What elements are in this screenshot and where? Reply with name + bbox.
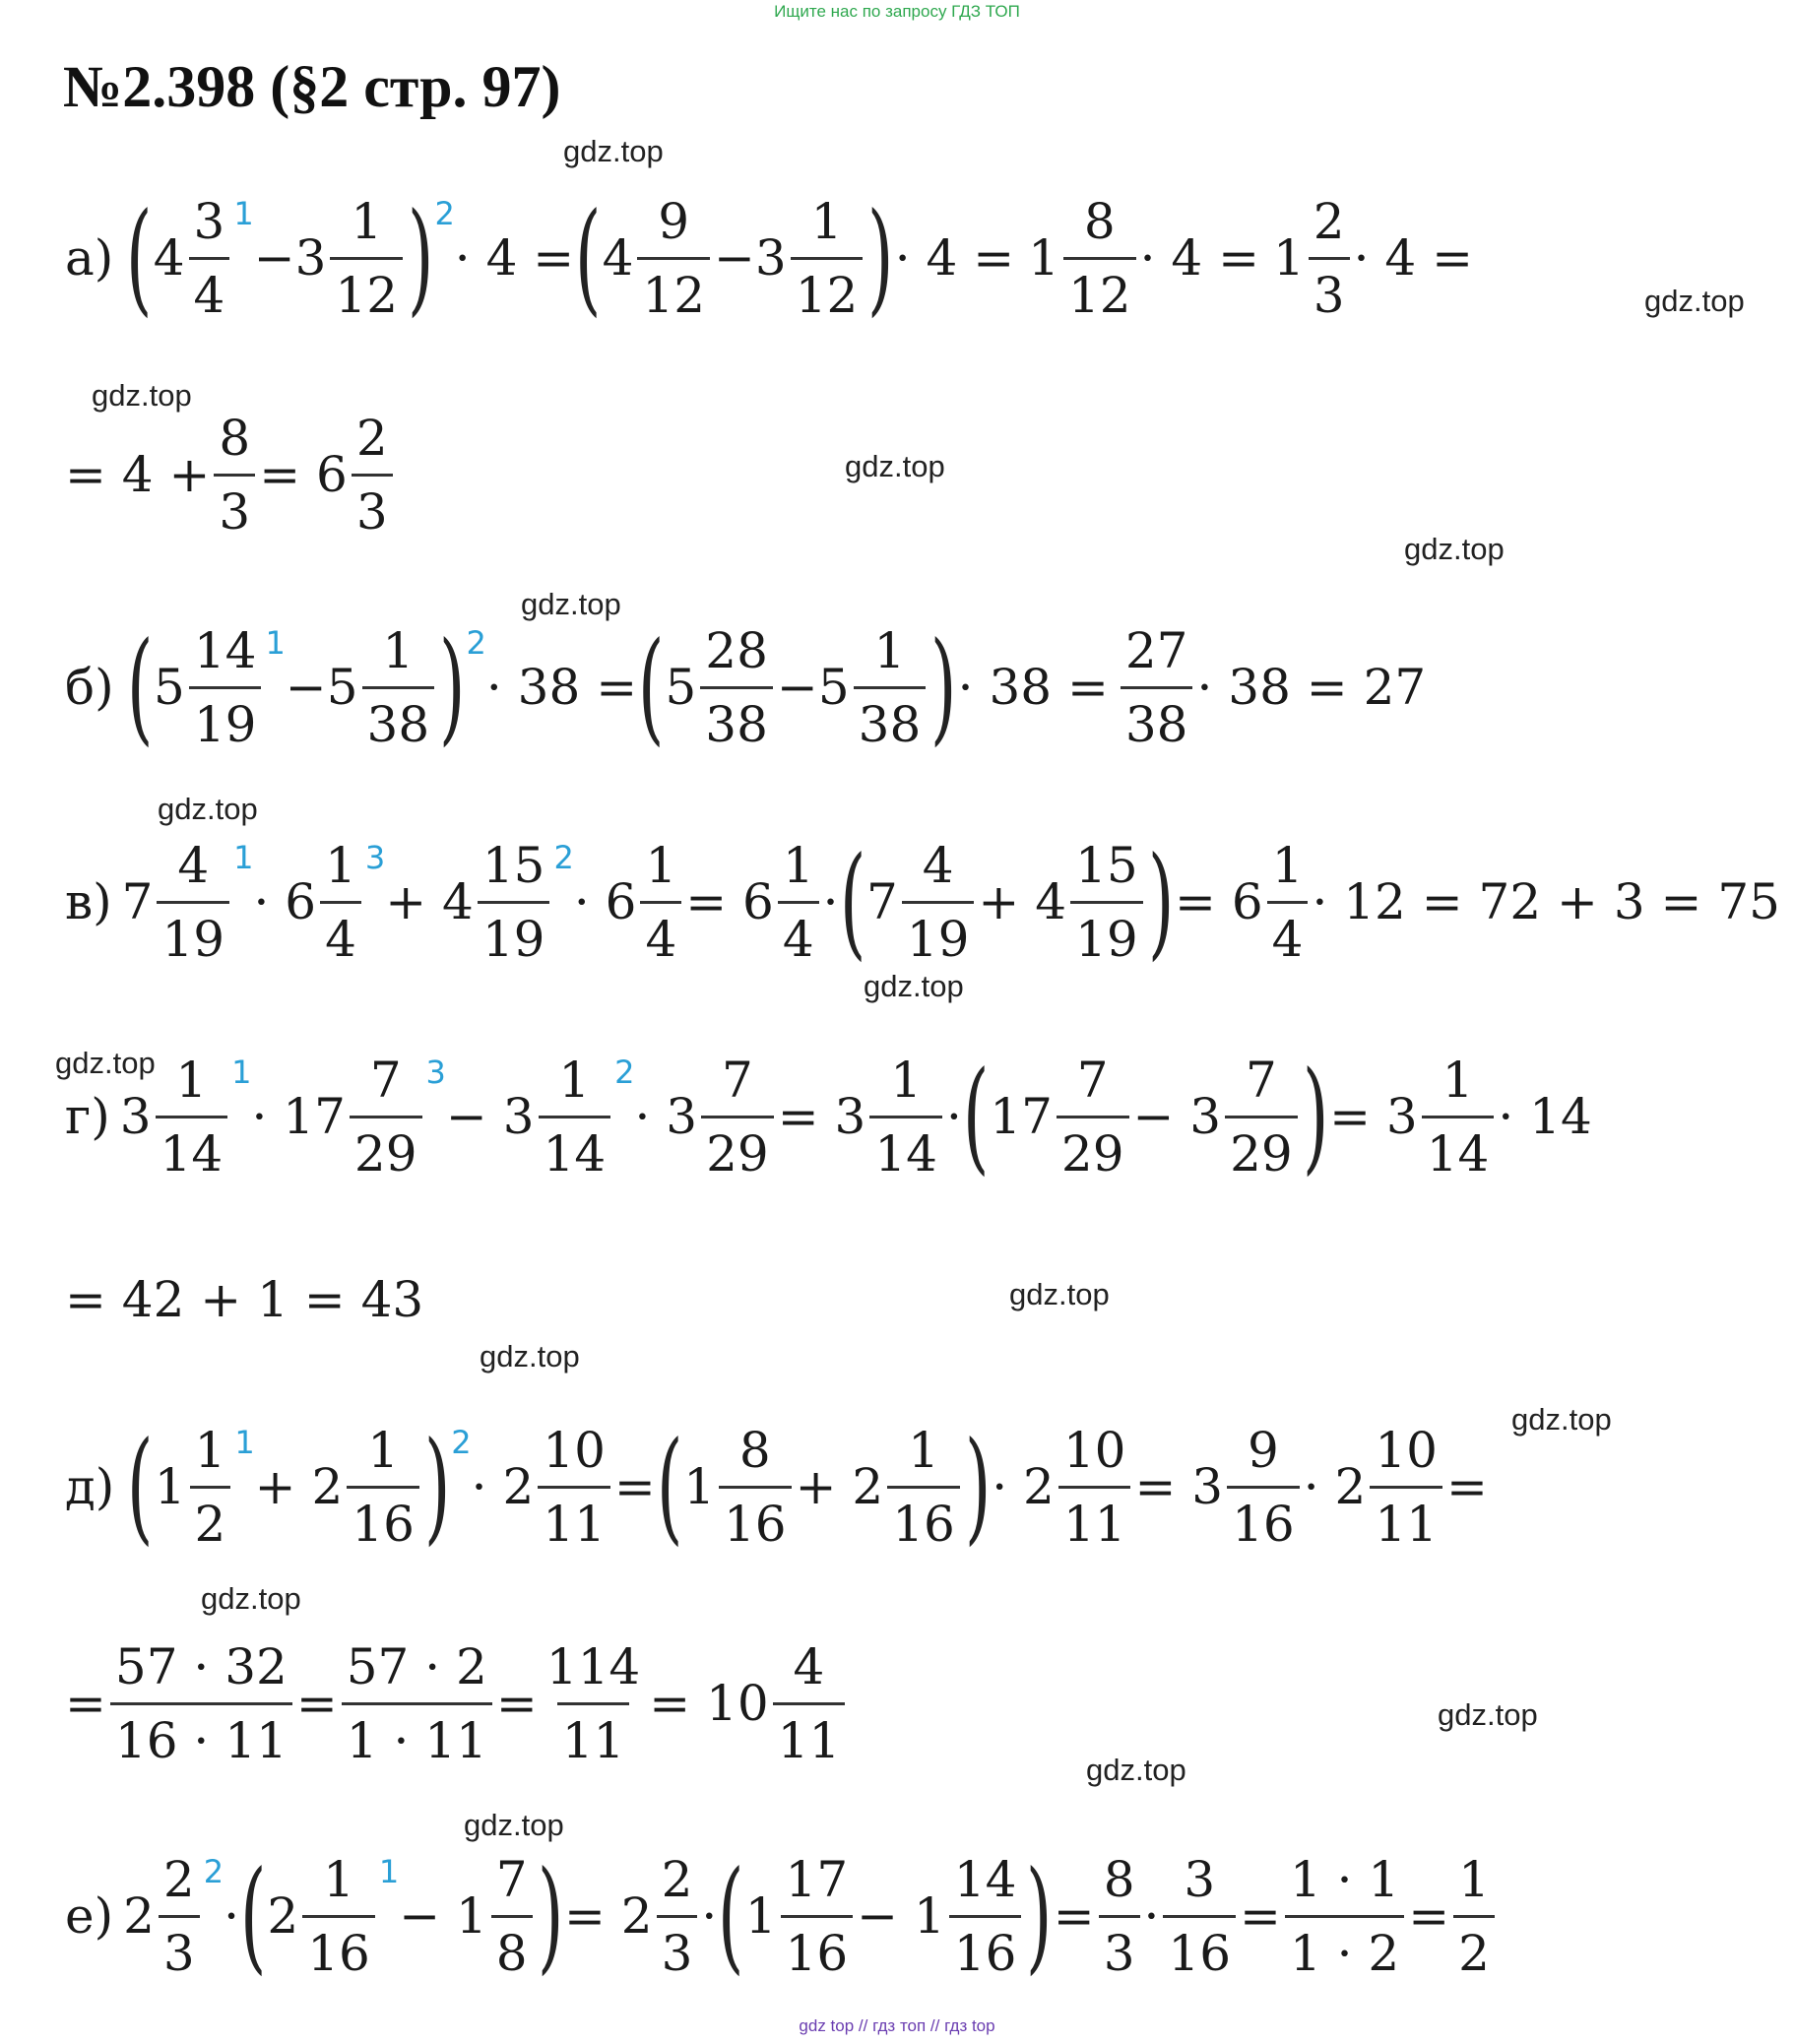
numerator: 15 (481, 836, 545, 894)
denominator: 4 (189, 257, 230, 331)
paren-open: ( (239, 1845, 267, 1987)
whole: · 6 (253, 873, 317, 930)
numerator: 3 (1184, 1850, 1216, 1908)
numerator: 15 (1075, 836, 1138, 894)
denominator: 3 (159, 1915, 200, 1989)
solution-label: г) (65, 1088, 110, 1145)
numerator: 7 (1076, 1051, 1109, 1109)
fraction (887, 1415, 960, 1560)
numerator: 17 (785, 1850, 849, 1908)
numerator: 1 (810, 192, 843, 250)
whole: 2 (267, 1887, 299, 1945)
paren-open: ( (656, 1416, 683, 1558)
fraction (538, 1415, 610, 1560)
whole: = 6 (1175, 873, 1263, 930)
paren-close: ) (1302, 1046, 1329, 1187)
operator: = (495, 1675, 538, 1732)
step-marker: 3 (425, 1054, 446, 1091)
fraction (1099, 1844, 1140, 1989)
whole: 1 (683, 1458, 715, 1515)
denominator: 3 (1309, 257, 1350, 331)
solution-label: в) (65, 873, 112, 930)
fraction (362, 615, 435, 760)
operator: = (1053, 1887, 1095, 1945)
fraction (1057, 1045, 1129, 1189)
step-marker: 2 (434, 195, 455, 232)
fraction (157, 830, 229, 975)
expression: = (1445, 1458, 1488, 1515)
fraction (491, 1844, 533, 1989)
fraction (542, 1631, 645, 1776)
operator: · (224, 1887, 239, 1945)
paren-open: ( (126, 187, 153, 329)
denominator: 3 (352, 474, 393, 547)
paren-open: ( (839, 831, 866, 973)
paren-close: ) (1147, 831, 1175, 973)
fraction (330, 186, 403, 331)
whole: · 2 (992, 1458, 1055, 1515)
denominator: 19 (157, 901, 229, 975)
expression: = 42 + 1 = 43 (65, 1271, 424, 1328)
operator: · 4 = (894, 229, 1015, 287)
numerator: 14 (193, 621, 257, 679)
operator: · 4 = (1139, 229, 1259, 287)
denominator: 8 (491, 1915, 533, 1989)
whole: 7 (121, 873, 154, 930)
solution-label: е) (65, 1887, 114, 1945)
solution-g-line-1 (65, 1048, 1592, 1185)
denominator: 38 (700, 686, 773, 760)
operator: · (945, 1088, 962, 1145)
denominator: 16 (1163, 1915, 1236, 1989)
fraction (719, 1415, 792, 1560)
numerator: 1 (873, 621, 906, 679)
watermark: gdz.top (521, 587, 621, 621)
denominator: 19 (902, 901, 975, 975)
fraction (701, 1045, 774, 1189)
whole: = 10 (649, 1675, 769, 1732)
solution-label: д) (65, 1458, 115, 1515)
whole: = 3 (777, 1088, 866, 1145)
paren-open: ( (126, 616, 154, 758)
fraction (302, 1844, 375, 1989)
watermark: gdz.top (92, 378, 192, 413)
watermark: gdz.top (845, 449, 945, 483)
whole: · 2 (1303, 1458, 1367, 1515)
whole: − 3 (445, 1088, 535, 1145)
numerator: 1 (908, 1421, 939, 1479)
denominator: 19 (189, 686, 262, 760)
paren-close: ) (537, 1845, 564, 1987)
solution-d-line-1 (65, 1418, 1488, 1556)
denominator: 16 (1227, 1486, 1300, 1560)
fraction (791, 186, 864, 331)
whole: 5 (817, 659, 850, 716)
whole: · 2 (471, 1458, 535, 1515)
solution-d-line-2 (65, 1634, 849, 1772)
fraction (640, 830, 681, 975)
fraction (1370, 1415, 1442, 1560)
numerator: 114 (545, 1637, 641, 1695)
operator: = (1408, 1887, 1450, 1945)
fraction (1225, 1045, 1298, 1189)
watermark: gdz.top (563, 134, 664, 168)
numerator: 9 (1248, 1421, 1279, 1479)
watermark: gdz.top (201, 1581, 301, 1616)
denominator: 2 (190, 1486, 231, 1560)
operator: · 4 = (1353, 229, 1473, 287)
paren-open: ( (637, 616, 665, 758)
paren-close: ) (407, 187, 434, 329)
whole: + 4 (978, 873, 1067, 930)
whole: + 2 (254, 1458, 344, 1515)
denominator: 2 (1453, 1915, 1495, 1989)
denominator: 19 (1070, 901, 1143, 975)
step-marker: 1 (231, 1054, 252, 1091)
fraction (1422, 1045, 1495, 1189)
whole: 1 (154, 1458, 186, 1515)
whole: + 2 (795, 1458, 884, 1515)
fraction (352, 403, 393, 547)
fraction (189, 186, 230, 331)
denominator: 4 (320, 901, 361, 975)
watermark: gdz.top (864, 969, 964, 1003)
denominator: 29 (701, 1116, 774, 1189)
denominator: 14 (869, 1116, 942, 1189)
numerator: 2 (661, 1850, 693, 1908)
watermark: gdz.top (1644, 284, 1745, 318)
denominator: 16 (781, 1915, 854, 1989)
step-marker: 2 (466, 624, 486, 662)
numerator: 1 (367, 1421, 399, 1479)
numerator: 1 (558, 1051, 591, 1109)
paren-open: ( (962, 1046, 990, 1187)
operator: · (1143, 1887, 1160, 1945)
denominator: 12 (1063, 257, 1136, 331)
step-marker: 1 (378, 1853, 400, 1890)
denominator: 38 (1121, 686, 1193, 760)
denominator: 16 · 11 (110, 1702, 292, 1776)
solution-b-line-1 (65, 618, 1426, 756)
expression: = 6 (259, 446, 348, 503)
fraction (781, 1844, 854, 1989)
numerator: 2 (355, 409, 388, 467)
numerator: 8 (738, 1421, 771, 1479)
watermark: gdz.top (480, 1339, 580, 1373)
top-banner: Ищите нас по запросу ГДЗ ТОП (774, 2, 1020, 21)
whole: 17 (990, 1088, 1053, 1145)
fraction (1267, 830, 1309, 975)
operator: · (822, 873, 839, 930)
denominator: 14 (539, 1116, 611, 1189)
numerator: 1 (782, 836, 814, 894)
operator: = (65, 1675, 106, 1732)
step-marker: 2 (203, 1853, 224, 1890)
denominator: 12 (330, 257, 403, 331)
numerator: 2 (1313, 192, 1345, 250)
whole: = 3 (1329, 1088, 1418, 1145)
fraction (854, 615, 927, 760)
numerator: 7 (722, 1051, 753, 1109)
fraction (1227, 1415, 1300, 1560)
whole: 5 (665, 659, 697, 716)
denominator: 16 (719, 1486, 792, 1560)
expression: · 14 (1498, 1088, 1592, 1145)
numerator: 1 · 1 (1289, 1850, 1400, 1908)
whole: − 3 (1132, 1088, 1222, 1145)
denominator: 14 (1422, 1116, 1495, 1189)
denominator: 14 (156, 1116, 228, 1189)
numerator: 10 (543, 1421, 606, 1479)
fraction (1163, 1844, 1236, 1989)
fraction (190, 1415, 231, 1560)
paren-close: ) (867, 187, 894, 329)
numerator: 2 (162, 1850, 195, 1908)
step-marker: 1 (233, 195, 254, 232)
operator: = (1240, 1887, 1281, 1945)
fraction (637, 186, 710, 331)
operator: · (701, 1887, 718, 1945)
solution-label: а) (65, 229, 114, 287)
fraction (478, 830, 550, 975)
numerator: 10 (1062, 1421, 1126, 1479)
numerator: 7 (369, 1051, 402, 1109)
whole: 5 (326, 659, 358, 716)
step-marker: 2 (451, 1424, 472, 1461)
fraction (342, 1631, 492, 1776)
whole: 1 (744, 1887, 777, 1945)
whole: 2 (123, 1887, 155, 1945)
numerator: 4 (922, 836, 954, 894)
fraction (1453, 1844, 1495, 1989)
whole: · 3 (634, 1088, 698, 1145)
whole: 1 (1272, 229, 1305, 287)
solution-a-line-1 (65, 189, 1473, 327)
watermark: gdz.top (1511, 1402, 1612, 1437)
operator: − (285, 659, 327, 716)
watermark: gdz.top (1009, 1277, 1110, 1311)
operator: − (776, 659, 818, 716)
denominator: 11 (773, 1702, 846, 1776)
denominator: 4 (640, 901, 681, 975)
denominator: 19 (478, 901, 550, 975)
solution-g-line-2 (65, 1231, 423, 1369)
watermark: gdz.top (55, 1046, 156, 1080)
denominator: 16 (949, 1915, 1022, 1989)
step-marker: 1 (233, 839, 254, 876)
numerator: 1 (323, 1850, 354, 1908)
watermark: gdz.top (464, 1808, 564, 1842)
step-marker: 3 (364, 839, 386, 876)
numerator: 8 (1103, 1850, 1135, 1908)
denominator: 11 (1370, 1486, 1442, 1560)
denominator: 4 (1267, 901, 1309, 975)
operator: · 38 = (957, 659, 1109, 716)
denominator: 16 (302, 1915, 375, 1989)
fraction (350, 1045, 422, 1189)
watermark: gdz.top (1438, 1697, 1538, 1732)
numerator: 1 (1458, 1850, 1490, 1908)
denominator: 3 (657, 1915, 698, 1989)
denominator: 38 (362, 686, 435, 760)
watermark: gdz.top (158, 792, 258, 826)
fraction (347, 1415, 419, 1560)
operator: − (714, 229, 755, 287)
numerator: 1 (890, 1051, 923, 1109)
fraction (949, 1844, 1022, 1989)
fraction (1058, 1415, 1131, 1560)
denominator: 12 (791, 257, 864, 331)
numerator: 57 · 2 (346, 1637, 487, 1695)
paren-close: ) (930, 616, 957, 758)
expression: · 12 = 72 + 3 = 75 (1312, 873, 1780, 930)
numerator: 8 (219, 409, 251, 467)
paren-open: ( (127, 1416, 154, 1558)
whole: 3 (119, 1088, 152, 1145)
whole: − 1 (857, 1887, 945, 1945)
numerator: 1 (175, 1051, 208, 1109)
whole: 1 (1028, 229, 1059, 287)
fraction (1063, 186, 1136, 331)
whole: 4 (153, 229, 185, 287)
numerator: 1 (1442, 1051, 1474, 1109)
numerator: 1 (382, 621, 415, 679)
step-marker: 1 (234, 1424, 255, 1461)
denominator: 3 (214, 474, 255, 547)
denominator: 38 (854, 686, 927, 760)
numerator: 1 (351, 192, 383, 250)
numerator: 1 (1271, 836, 1304, 894)
fraction (320, 830, 361, 975)
operator: − (253, 229, 295, 287)
fraction (700, 615, 773, 760)
fraction (189, 615, 262, 760)
numerator: 4 (177, 836, 210, 894)
paren-close: ) (1026, 1845, 1053, 1987)
numerator: 1 (645, 836, 677, 894)
whole: 3 (294, 229, 327, 287)
solution-v-line-1 (65, 833, 1780, 971)
denominator: 29 (1225, 1116, 1298, 1189)
paren-open: ( (718, 1845, 744, 1987)
fraction (1121, 615, 1193, 760)
operator: = (295, 1675, 338, 1732)
fraction (1285, 1844, 1404, 1989)
numerator: 1 (194, 1421, 226, 1479)
fraction (773, 1631, 846, 1776)
whole: 5 (154, 659, 185, 716)
denominator: 11 (538, 1486, 610, 1560)
paren-close: ) (423, 1416, 451, 1558)
operator: · 38 = 27 (1196, 659, 1427, 716)
numerator: 10 (1375, 1421, 1438, 1479)
fraction (110, 1631, 292, 1776)
denominator: 4 (778, 901, 819, 975)
numerator: 1 (325, 836, 356, 894)
fraction (778, 830, 819, 975)
fraction (1309, 186, 1350, 331)
numerator: 8 (1083, 192, 1116, 250)
denominator: 29 (1057, 1116, 1129, 1189)
fraction (902, 830, 975, 975)
whole: 4 (602, 229, 634, 287)
denominator: 12 (637, 257, 710, 331)
step-marker: 2 (553, 839, 574, 876)
fraction (156, 1045, 228, 1189)
numerator: 4 (793, 1637, 825, 1695)
denominator: 11 (1058, 1486, 1131, 1560)
whole: 3 (754, 229, 787, 287)
operator: · 38 = (485, 659, 638, 716)
watermark: gdz.top (1086, 1753, 1186, 1787)
whole: 7 (865, 873, 898, 930)
page-title: №2.398 (§2 стр. 97) (63, 54, 561, 119)
paren-close: ) (439, 616, 466, 758)
denominator: 1 · 11 (342, 1702, 492, 1776)
whole: = 3 (1134, 1458, 1224, 1515)
numerator: 7 (1246, 1051, 1277, 1109)
numerator: 28 (705, 621, 768, 679)
whole: = 6 (685, 873, 774, 930)
footer: gdz top // гдз топ // гдз top (799, 2016, 995, 2035)
numerator: 3 (193, 192, 225, 250)
solution-e-line-1 (65, 1847, 1499, 1985)
denominator: 16 (347, 1486, 419, 1560)
whole: · 6 (573, 873, 637, 930)
solution-label: б) (65, 659, 114, 716)
denominator: 1 · 2 (1285, 1915, 1404, 1989)
fraction (159, 1844, 200, 1989)
whole: + 4 (385, 873, 474, 930)
fraction (869, 1045, 942, 1189)
operator: = (613, 1458, 656, 1515)
fraction (214, 403, 255, 547)
paren-open: ( (575, 187, 602, 329)
fraction (1070, 830, 1143, 975)
operator: · 4 = (454, 229, 575, 287)
step-marker: 1 (265, 624, 286, 662)
denominator: 16 (887, 1486, 960, 1560)
solution-a-line-2 (65, 406, 397, 543)
numerator: 14 (953, 1850, 1017, 1908)
numerator: 9 (658, 192, 690, 250)
whole: = 2 (564, 1887, 653, 1945)
denominator: 29 (350, 1116, 422, 1189)
expression: = 4 + (65, 446, 211, 503)
paren-close: ) (964, 1416, 992, 1558)
numerator: 7 (495, 1850, 528, 1908)
denominator: 11 (557, 1702, 630, 1776)
denominator: 3 (1099, 1915, 1140, 1989)
numerator: 27 (1124, 621, 1188, 679)
numerator: 57 · 32 (114, 1637, 288, 1695)
watermark: gdz.top (1404, 532, 1505, 566)
whole: · 17 (251, 1088, 346, 1145)
fraction (657, 1844, 698, 1989)
step-marker: 2 (614, 1054, 635, 1091)
whole: − 1 (399, 1887, 487, 1945)
fraction (539, 1045, 611, 1189)
